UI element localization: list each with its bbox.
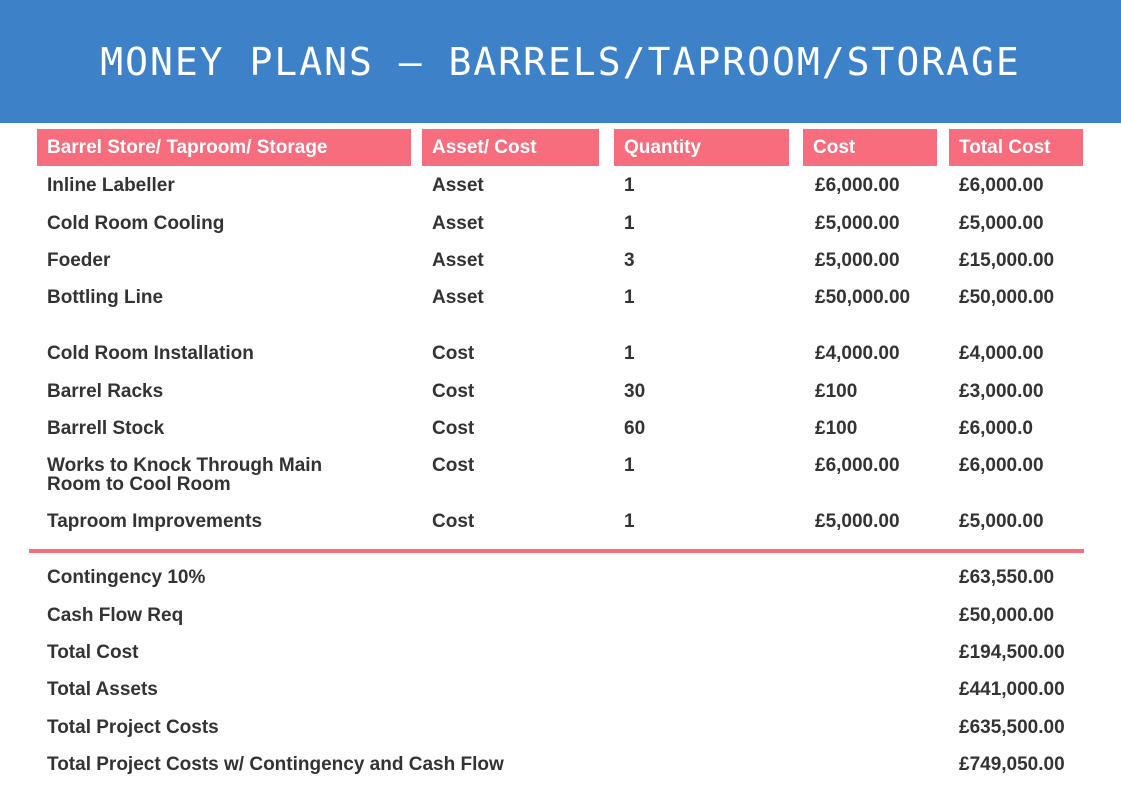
item-name: Barrel Racks <box>47 381 164 402</box>
item-cost: £50,000.00 <box>815 287 911 308</box>
item-quantity: 1 <box>624 511 635 532</box>
item-cost: £5,000.00 <box>815 511 900 532</box>
item-total: £5,000.00 <box>959 213 1044 234</box>
summary-value: £441,000.00 <box>959 679 1065 700</box>
summary-value: £63,550.00 <box>959 567 1055 588</box>
item-cost: £100 <box>815 418 858 439</box>
item-total: £5,000.00 <box>959 511 1044 532</box>
summary-value: £50,000.00 <box>959 605 1055 626</box>
item-quantity: 1 <box>624 213 635 234</box>
page-title: MONEY PLANS – BARRELS/TAPROOM/STORAGE <box>100 40 1021 84</box>
summary-label: Total Project Costs <box>47 717 219 738</box>
item-name: Foeder <box>47 250 111 271</box>
item-type: Asset <box>432 250 484 271</box>
item-type: Asset <box>432 175 484 196</box>
summary-label: Cash Flow Req <box>47 605 184 626</box>
summary-value: £194,500.00 <box>959 642 1065 663</box>
item-total: £3,000.00 <box>959 381 1044 402</box>
item-cost: £5,000.00 <box>815 250 900 271</box>
item-total: £6,000.00 <box>959 455 1044 476</box>
item-quantity: 1 <box>624 287 635 308</box>
item-quantity: 30 <box>624 381 646 402</box>
item-cost: £5,000.00 <box>815 213 900 234</box>
item-type: Asset <box>432 213 484 234</box>
item-name: Bottling Line <box>47 287 164 308</box>
item-total: £50,000.00 <box>959 287 1055 308</box>
header-quantity: Quantity <box>614 129 789 166</box>
item-name: Cold Room Cooling <box>47 213 225 234</box>
item-cost: £6,000.00 <box>815 455 900 476</box>
summary-value: £635,500.00 <box>959 717 1065 738</box>
item-total: £4,000.00 <box>959 343 1044 364</box>
header-cost: Cost <box>803 129 937 166</box>
item-name: Barrell Stock <box>47 418 165 439</box>
item-cost: £4,000.00 <box>815 343 900 364</box>
item-name: Cold Room Installation <box>47 343 254 364</box>
item-name: Works to Knock Through Main Room to Cool Room <box>47 455 323 495</box>
item-type: Cost <box>432 511 475 532</box>
item-type: Cost <box>432 343 475 364</box>
header-total-cost: Total Cost <box>949 129 1083 166</box>
summary-label: Total Cost <box>47 642 139 663</box>
item-type: Cost <box>432 381 475 402</box>
item-total: £6,000.00 <box>959 175 1044 196</box>
item-total: £15,000.00 <box>959 250 1055 271</box>
summary-label: Total Project Costs w/ Contingency and Cash Flow <box>47 754 504 775</box>
title-banner <box>0 0 1121 123</box>
item-quantity: 60 <box>624 418 646 439</box>
item-quantity: 1 <box>624 343 635 364</box>
summary-label: Contingency 10% <box>47 567 206 588</box>
header-item: Barrel Store/ Taproom/ Storage <box>37 129 411 166</box>
item-quantity: 3 <box>624 250 635 271</box>
item-type: Asset <box>432 287 484 308</box>
item-type: Cost <box>432 455 475 476</box>
item-name: Inline Labeller <box>47 175 175 196</box>
item-quantity: 1 <box>624 175 635 196</box>
item-cost: £6,000.00 <box>815 175 900 196</box>
header-type: Asset/ Cost <box>422 129 599 166</box>
item-type: Cost <box>432 418 475 439</box>
summary-value: £749,050.00 <box>959 754 1065 775</box>
item-name: Taproom Improvements <box>47 511 263 532</box>
summary-divider <box>29 549 1084 553</box>
item-quantity: 1 <box>624 455 635 476</box>
item-cost: £100 <box>815 381 858 402</box>
item-total: £6,000.0 <box>959 418 1033 439</box>
summary-label: Total Assets <box>47 679 158 700</box>
